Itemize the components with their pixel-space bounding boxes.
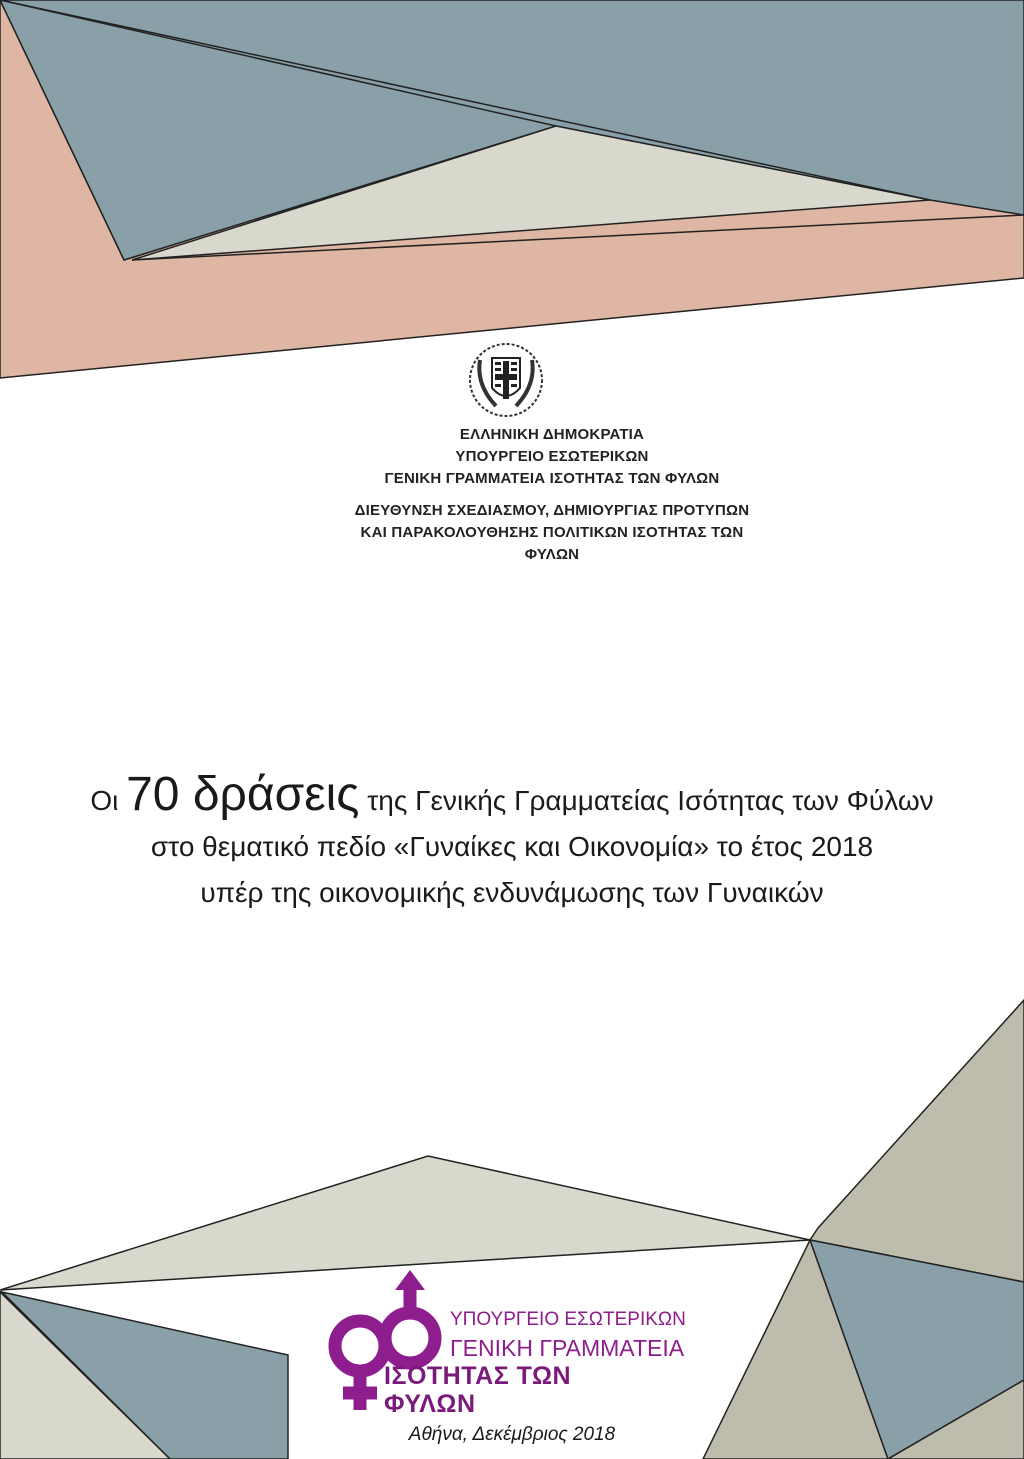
header-line-republic: ΕΛΛΗΝΙΚΗ ΔΗΜΟΚΡΑΤΙΑ bbox=[459, 426, 645, 443]
title-line-1-rest: της Γενικής Γραμματείας Ισότητας των Φύλων bbox=[367, 785, 934, 816]
directorate-line-3: ΦΥΛΩΝ bbox=[524, 546, 580, 563]
directorate-line-2: ΚΑΙ ΠΑΡΑΚΟΛΟΥΘΗΣΗΣ ΠΟΛΙΤΙΚΩΝ ΙΣΟΤΗΤΑΣ ΤΩΝ bbox=[360, 524, 744, 541]
directorate-line-1: ΔΙΕΥΘΥΝΣΗ ΣΧΕΔΙΑΣΜΟΥ, ΔΗΜΙΟΥΡΓΙΑΣ ΠΡΟΤΥΠΩΝ bbox=[354, 502, 750, 519]
logo-text bbox=[384, 1306, 710, 1418]
title-line-1 bbox=[0, 768, 1024, 824]
coat-of-arms-icon bbox=[466, 340, 546, 420]
khaki-right-corner bbox=[888, 1380, 1024, 1459]
header-line-secretariat: ΓΕΝΙΚΗ ΓΡΑΜΜΑΤΕΙΑ ΙΣΟΤΗΤΑΣ ΤΩΝ ΦΥΛΩΝ bbox=[384, 470, 720, 487]
ministry-header bbox=[262, 424, 842, 566]
logo-line-1: ΥΠΟΥΡΓΕΙΟ ΕΣΩΤΕΡΙΚΩΝ bbox=[450, 1309, 686, 1330]
header-line-ministry: ΥΠΟΥΡΓΕΙΟ ΕΣΩΤΕΡΙΚΩΝ bbox=[455, 448, 649, 465]
khaki-right-peak bbox=[810, 1000, 1024, 1282]
title-big-text: 70 δράσεις bbox=[126, 768, 360, 821]
title-line-2: στο θεματικό πεδίο «Γυναίκες και Οικονομία» το έτος 2018 bbox=[150, 831, 874, 862]
logo-line-3: ΙΣΟΤΗΤΑΣ ΤΩΝ ΦΥΛΩΝ bbox=[384, 1362, 572, 1418]
logo-line-2: ΓΕΝΙΚΗ ΓΡΑΜΜΑΤΕΙΑ bbox=[450, 1335, 685, 1361]
title-prefix: Οι bbox=[90, 785, 119, 816]
title-line-3: υπέρ της οικονομικής ενδυνάμωσης των Γυναικών bbox=[200, 877, 824, 908]
document-title bbox=[0, 768, 1024, 916]
publication-date: Αθήνα, Δεκέμβριος 2018 bbox=[408, 1424, 616, 1445]
